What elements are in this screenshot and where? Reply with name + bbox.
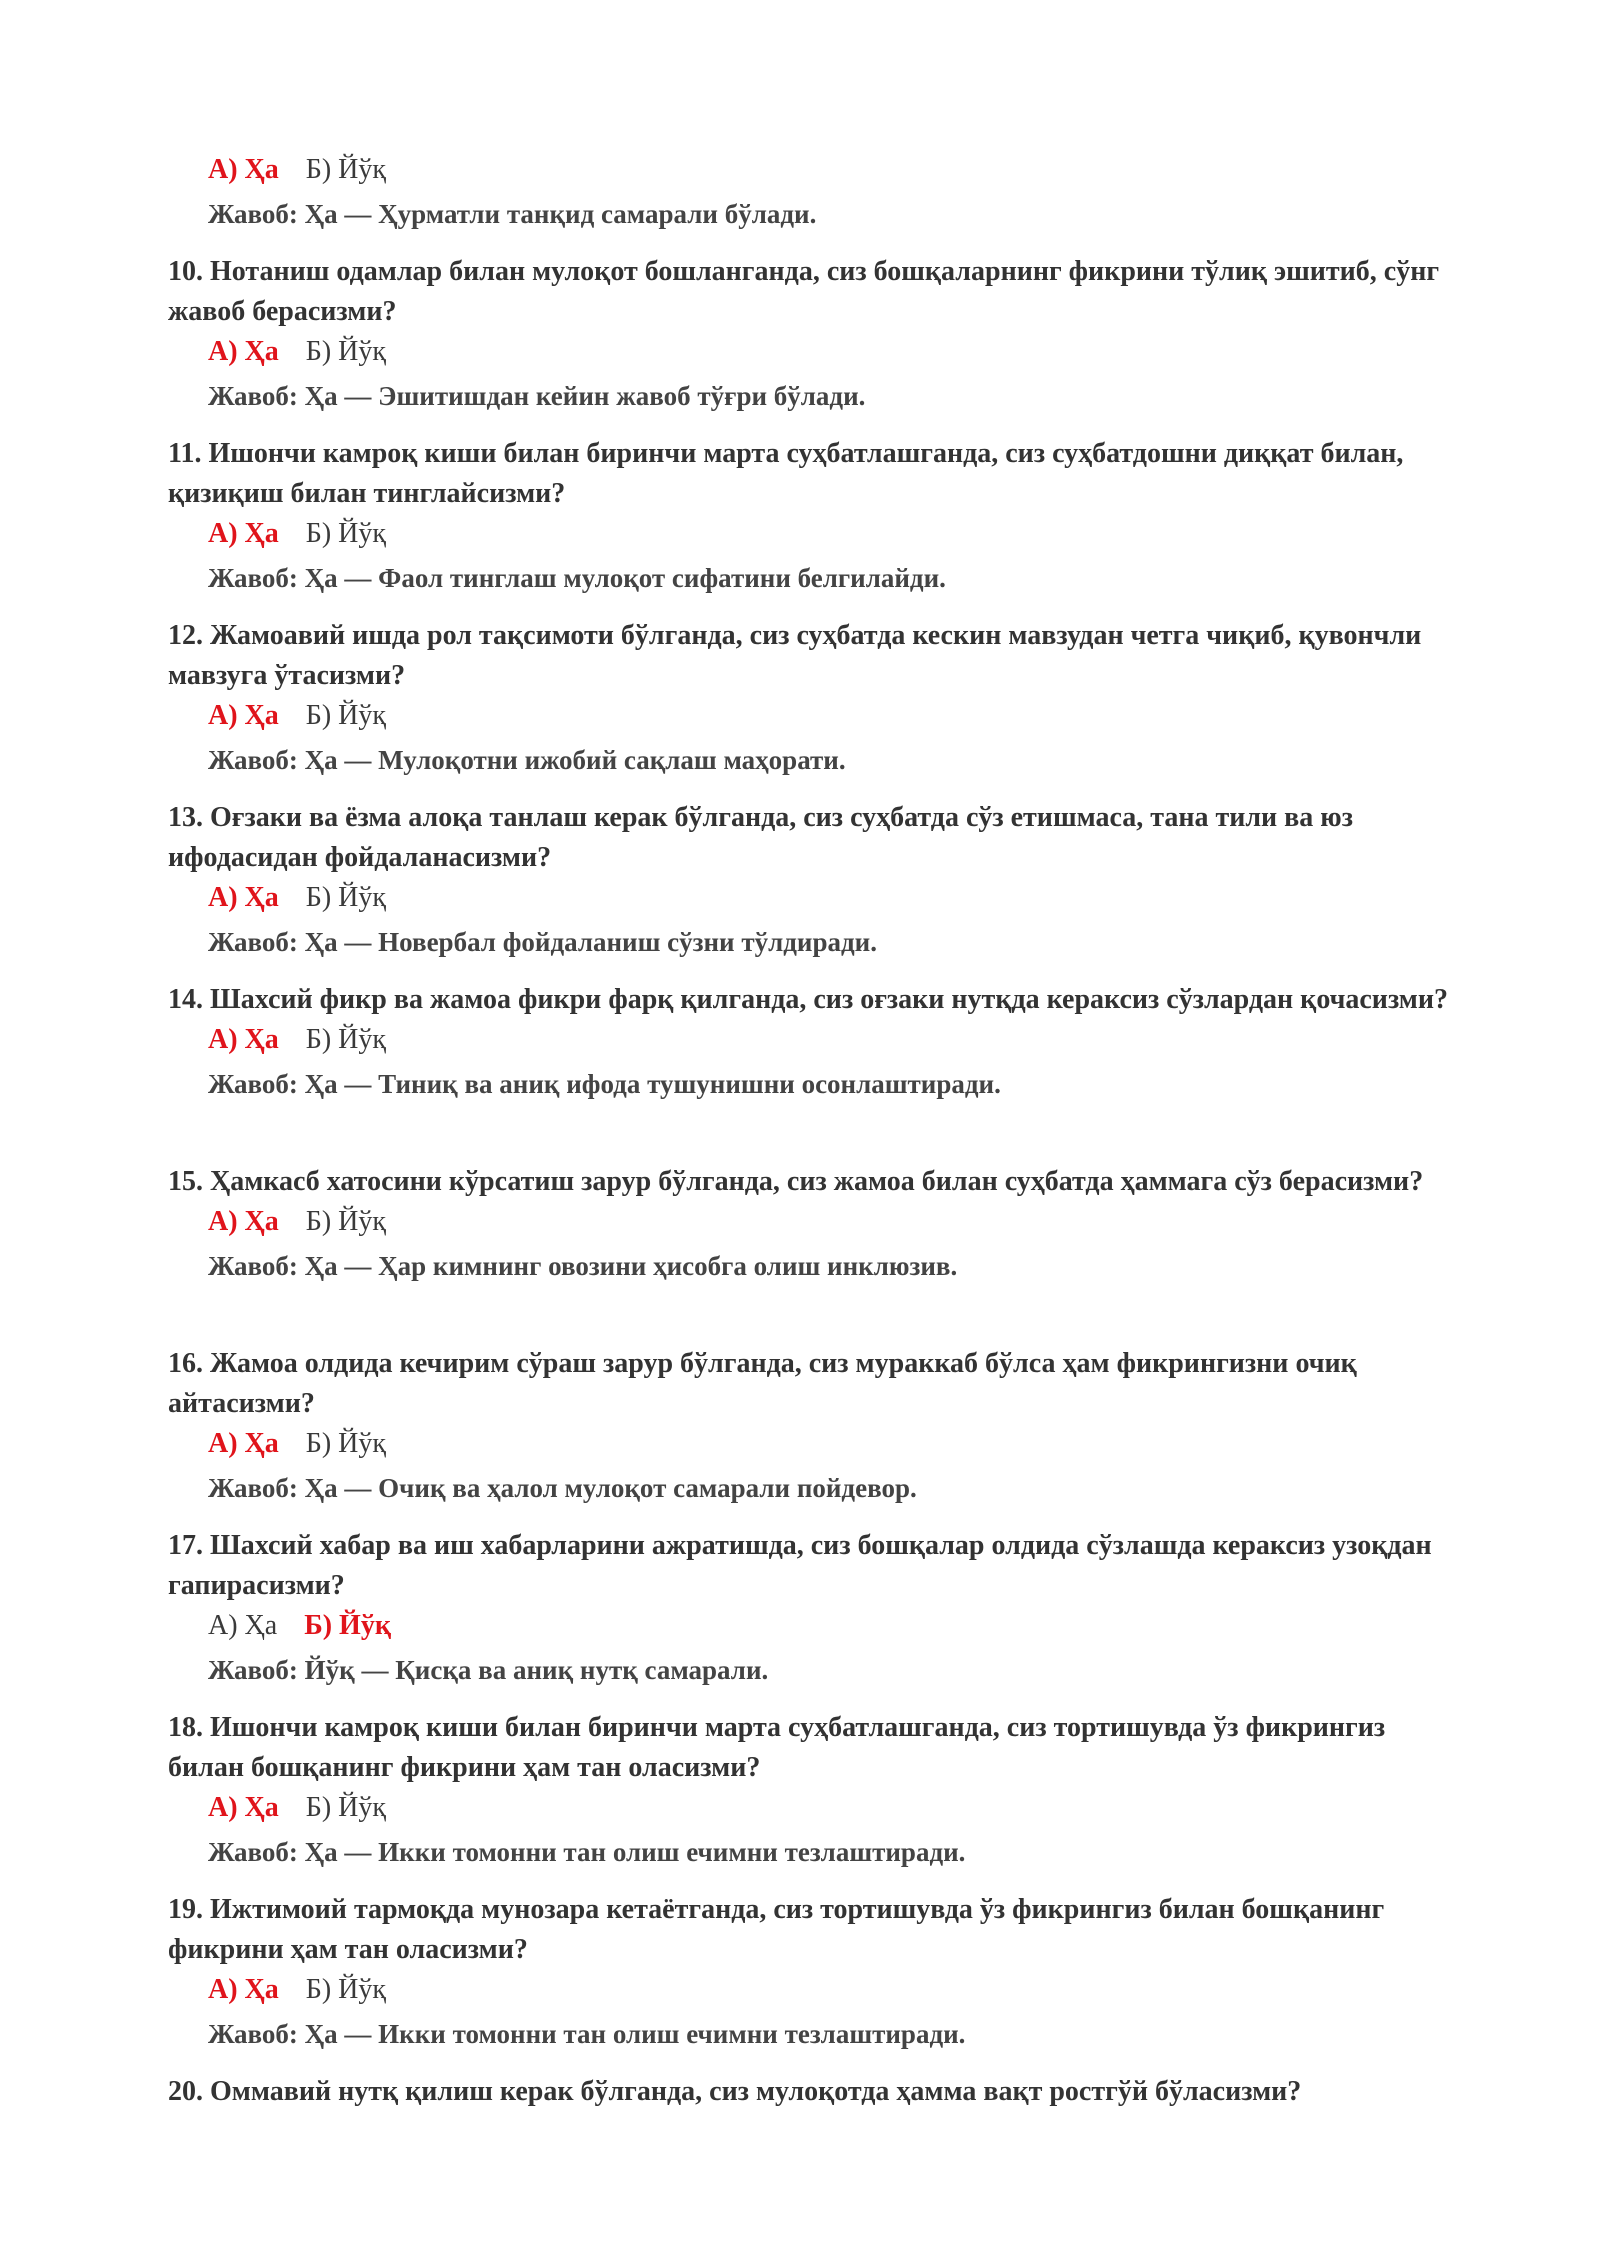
option-b[interactable]: Б) Йўқ [305,1206,386,1237]
question-item [168,434,1468,598]
option-a[interactable]: А) Ҳа [208,882,279,913]
options-row [168,1424,1468,1464]
answer-text: Жавоб: Ҳа — Очиқ ва ҳалол мулоқот самарали пойдевор. [208,1473,917,1503]
question-text: 13. Оғзаки ва ёзма алоқа танлаш керак бўлганда, сиз суҳбатда сўз етишмаса, тана тили ва юз ифодасидан фойдаланасизми? [168,802,1353,873]
answer-text: Жавоб: Ҳа — Икки томонни тан олиш ечимни тезлаштиради. [208,1837,966,1867]
answer-text: Жавоб: Йўқ — Қисқа ва аниқ нутқ самарали. [208,1655,769,1685]
option-a[interactable]: А) Ҳа [208,1428,279,1459]
options-row [168,1606,1468,1646]
options-row [168,1788,1468,1828]
option-b[interactable]: Б) Йўқ [305,1428,386,1459]
question-text: 12. Жамоавий ишда рол тақсимоти бўлганда, сиз суҳбатда кескин мавзудан четга чиқиб, қувончли мавзуга ўтасизми? [168,620,1422,691]
answer-text: Жавоб: Ҳа — Икки томонни тан олиш ечимни тезлаштиради. [208,2019,966,2049]
answer-text: Жавоб: Ҳа — Эшитишдан кейин жавоб тўғри бўлади. [208,381,866,411]
question-item [168,798,1468,962]
option-b[interactable]: Б) Йўқ [305,154,386,185]
question-item [168,616,1468,780]
question-text: 11. Ишончи камроқ киши билан биринчи марта суҳбатлашганда, сиз суҳбатдошни диққат билан, қизиқиш билан тинглайсизми? [168,438,1404,509]
option-a[interactable]: А) Ҳа [208,700,279,731]
question-text: 10. Нотаниш одамлар билан мулоқот бошланганда, сиз бошқаларнинг фикрини тўлиқ эшитиб, сўнг жавоб берасизми? [168,256,1440,327]
option-b[interactable]: Б) Йўқ [305,518,386,549]
option-a[interactable]: А) Ҳа [208,1206,279,1237]
option-b[interactable]: Б) Йўқ [305,700,386,731]
option-b[interactable]: Б) Йўқ [304,1610,391,1641]
option-b[interactable]: Б) Йўқ [305,882,386,913]
answer-text: Жавоб: Ҳа — Ҳурматли танқид самарали бўлади. [208,199,817,229]
options-row [168,1020,1468,1060]
option-a[interactable]: А) Ҳа [208,336,279,367]
options-row [168,696,1468,736]
question-item [168,252,1468,416]
options-row [168,150,1468,190]
option-a[interactable]: А) Ҳа [208,1610,278,1641]
option-a[interactable]: А) Ҳа [208,154,279,185]
options-row [168,1202,1468,1242]
question-item [168,150,1468,234]
question-item [168,980,1468,1104]
option-b[interactable]: Б) Йўқ [305,1024,386,1055]
option-b[interactable]: Б) Йўқ [305,336,386,367]
options-row [168,878,1468,918]
option-b[interactable]: Б) Йўқ [305,1974,386,2005]
question-text: 16. Жамоа олдида кечирим сўраш зарур бўлганда, сиз мураккаб бўлса ҳам фикрингизни очиқ айтасизми? [168,1348,1357,1419]
question-item [168,1890,1468,2054]
question-item [168,1526,1468,1690]
option-a[interactable]: А) Ҳа [208,1974,279,2005]
question-item [168,1708,1468,1872]
question-text: 19. Ижтимоий тармоқда мунозара кетаётганда, сиз тортишувда ўз фикрингиз билан бошқанинг фикрини ҳам тан оласизми? [168,1894,1385,1965]
options-row [168,1970,1468,2010]
option-a[interactable]: А) Ҳа [208,1792,279,1823]
question-item [168,1344,1468,1508]
question-text: 15. Ҳамкасб хатосини кўрсатиш зарур бўлганда, сиз жамоа билан суҳбатда ҳаммага сўз берасизми? [168,1166,1424,1197]
question-text: 20. Оммавий нутқ қилиш керак бўлганда, сиз мулоқотда ҳамма вақт ростгўй бўласизми? [168,2076,1302,2107]
answer-text: Жавоб: Ҳа — Ҳар кимнинг овозини ҳисобга олиш инклюзив. [208,1251,958,1281]
question-text: 14. Шахсий фикр ва жамоа фикри фарқ қилганда, сиз оғзаки нутқда кераксиз сўзлардан қочасизми? [168,984,1449,1015]
answer-text: Жавоб: Ҳа — Тиниқ ва аниқ ифода тушунишни осонлаштиради. [208,1069,1001,1099]
answer-text: Жавоб: Ҳа — Новербал фойдаланиш сўзни тўлдиради. [208,927,877,957]
answer-text: Жавоб: Ҳа — Фаол тинглаш мулоқот сифатини белгилайди. [208,563,946,593]
option-a[interactable]: А) Ҳа [208,518,279,549]
question-item [168,1162,1468,1286]
question-text: 17. Шахсий хабар ва иш хабарларини ажратишда, сиз бошқалар олдида сўзлашда кераксиз узоқдан гапирасизми? [168,1530,1432,1601]
question-text: 18. Ишончи камроқ киши билан биринчи марта суҳбатлашганда, сиз тортишувда ўз фикрингиз билан бошқанинг фикрини ҳам тан оласизми? [168,1712,1386,1783]
answer-text: Жавоб: Ҳа — Мулоқотни ижобий сақлаш маҳорати. [208,745,846,775]
options-row [168,332,1468,372]
option-a[interactable]: А) Ҳа [208,1024,279,1055]
question-item [168,2072,1468,2112]
option-b[interactable]: Б) Йўқ [305,1792,386,1823]
options-row [168,514,1468,554]
